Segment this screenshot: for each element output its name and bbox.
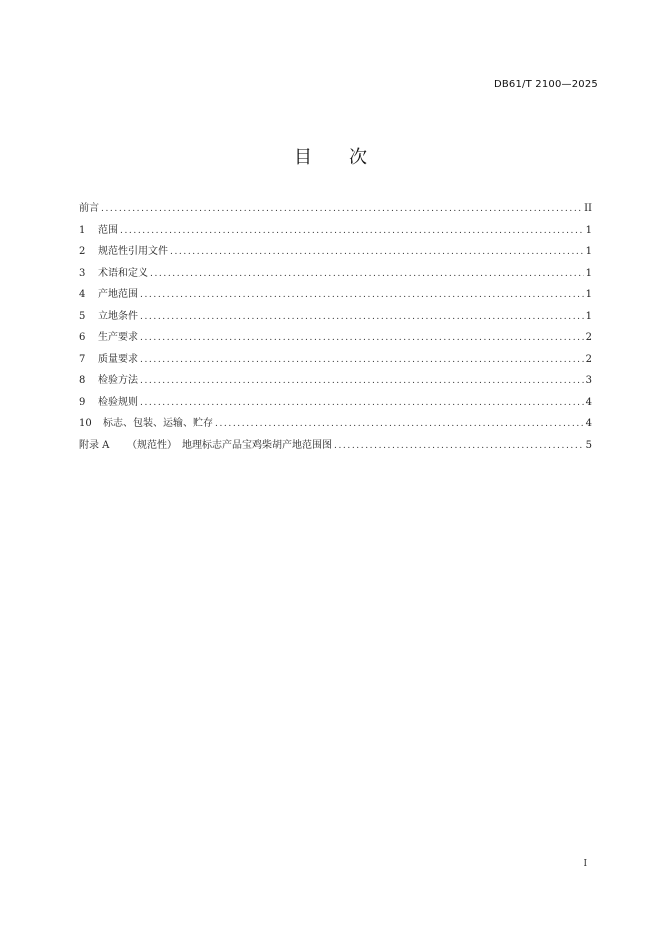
toc-entry-terms-definitions[interactable]: [79, 263, 592, 285]
toc-entry-test-methods[interactable]: [79, 370, 592, 392]
toc-dot-leader: [140, 393, 584, 414]
toc-entry-page: 1: [585, 310, 592, 322]
toc-dot-leader: [140, 371, 584, 392]
toc-entry-title: 规范性引用文件: [98, 246, 168, 257]
toc-entry-number: 10: [79, 418, 92, 429]
toc-entry-page: 3: [585, 375, 592, 386]
toc-entry-number: 9: [79, 396, 86, 408]
toc-dot-leader: [120, 221, 584, 242]
toc-entry-site-conditions[interactable]: [79, 306, 592, 328]
toc-entry-title: 术语和定义: [98, 267, 148, 279]
toc-entry-page: 4: [585, 396, 592, 408]
toc-entry-number: 5: [79, 310, 86, 322]
toc-entry-number: 附录 A: [79, 439, 110, 451]
toc-entry-origin-area[interactable]: [79, 284, 592, 306]
toc-entry-number: 2: [79, 246, 86, 257]
toc-entry-title: 生产要求: [98, 332, 138, 343]
toc-entry-title: 立地条件: [98, 310, 138, 322]
toc-entry-title: 前言: [79, 203, 99, 214]
toc-entry-page: 4: [585, 418, 592, 429]
toc-dot-leader: [334, 436, 584, 457]
toc-entry-production-requirements[interactable]: [79, 327, 592, 349]
toc-entry-foreword[interactable]: [79, 198, 592, 220]
toc-dot-leader: [140, 328, 584, 349]
toc-entry-number: 3: [79, 267, 86, 279]
toc-entry-number: 7: [79, 353, 86, 365]
toc-entry-annex-a[interactable]: [79, 435, 592, 457]
toc-entry-inspection-rules[interactable]: [79, 392, 592, 414]
toc-entry-title: 质量要求: [98, 353, 138, 365]
toc-dot-leader: [101, 199, 582, 220]
toc-entry-page: 2: [585, 332, 592, 343]
toc-entry-normative-references[interactable]: [79, 241, 592, 263]
toc-dot-leader: [150, 264, 584, 285]
page-title-part2: 次: [349, 147, 368, 168]
toc-entry-scope[interactable]: [79, 220, 592, 242]
toc-entry-title: 范围: [98, 224, 118, 236]
toc-entry-number: 6: [79, 332, 86, 343]
toc-entry-title: 产地范围: [98, 289, 138, 300]
table-of-contents: [79, 198, 592, 456]
toc-entry-title: 标志、包装、运输、贮存: [103, 418, 213, 429]
toc-dot-leader: [140, 285, 584, 306]
toc-entry-title: 检验方法: [98, 375, 138, 386]
toc-entry-page: 2: [585, 353, 592, 365]
toc-entry-number: 8: [79, 375, 86, 386]
toc-entry-page: 1: [585, 246, 592, 257]
toc-dot-leader: [140, 350, 584, 371]
toc-entry-page: II: [584, 203, 592, 214]
toc-entry-page: 1: [585, 289, 592, 300]
page-title: [0, 143, 662, 169]
toc-entry-quality-requirements[interactable]: [79, 349, 592, 371]
toc-entry-title: （规范性） 地理标志产品宝鸡柴胡产地范围图: [127, 439, 332, 451]
toc-entry-page: 1: [585, 224, 592, 236]
toc-entry-page: 5: [585, 439, 592, 451]
toc-dot-leader: [215, 414, 584, 435]
toc-dot-leader: [140, 307, 584, 328]
page-number: I: [583, 859, 587, 869]
document-code: DB61/T 2100—2025: [493, 79, 598, 90]
page-title-part1: 目: [294, 147, 313, 168]
toc-dot-leader: [170, 242, 584, 263]
toc-entry-number: 1: [79, 224, 86, 236]
toc-entry-number: 4: [79, 289, 86, 300]
toc-entry-page: 1: [585, 267, 592, 279]
toc-entry-title: 检验规则: [98, 396, 138, 408]
toc-entry-marking-packaging[interactable]: [79, 413, 592, 435]
